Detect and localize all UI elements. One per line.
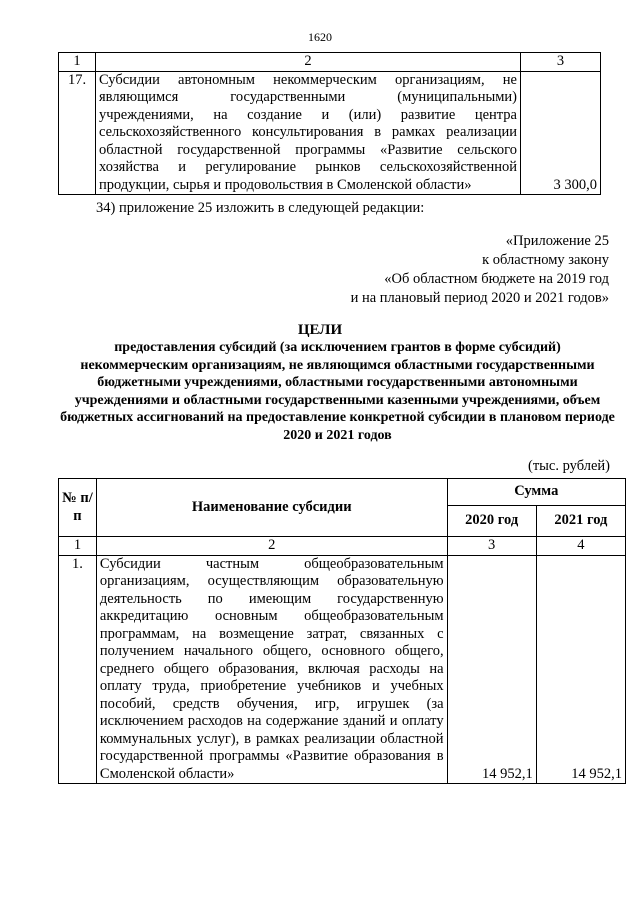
table-header-row bbox=[59, 53, 601, 72]
table-header-row bbox=[59, 479, 626, 506]
column-2020-header: 2020 год bbox=[447, 506, 536, 537]
index-cell-2: 2 bbox=[96, 537, 447, 556]
subsidy-amount: 3 300,0 bbox=[521, 71, 601, 195]
table-index-row bbox=[59, 537, 626, 556]
index-cell-4: 4 bbox=[536, 537, 625, 556]
column-sum-header: Сумма bbox=[447, 479, 625, 506]
index-cell-1: 1 bbox=[59, 537, 97, 556]
index-cell-3: 3 bbox=[447, 537, 536, 556]
column-2021-header: 2021 год bbox=[536, 506, 625, 537]
document-title: ЦЕЛИ bbox=[297, 322, 343, 338]
appendix-line: и на плановый период 2020 и 2021 годов» bbox=[350, 290, 609, 306]
subsidy-goals-table bbox=[58, 478, 626, 784]
table-row bbox=[59, 71, 601, 195]
table-row bbox=[59, 555, 626, 784]
header-cell-3: 3 bbox=[521, 53, 601, 72]
appendix-line: «Приложение 25 bbox=[505, 233, 609, 249]
amount-2020: 14 952,1 bbox=[447, 555, 536, 784]
column-number-header: № п/п bbox=[59, 479, 97, 537]
appendix-line: к областному закону bbox=[482, 252, 609, 268]
subsidy-table-continued bbox=[58, 52, 601, 195]
row-number: 1. bbox=[59, 555, 97, 784]
subsidy-description: Субсидии автономным некоммерческим организациям, не являющимся государственными (муниципальными) учреждениями, на создание и (или) развитие центра сельскохозяйственного консультирования в рамках реализации областной государственной программы «Развитие сельского хозяйства и регулирование рынков сельскохозяйственной продукции, сырья и продовольствия в Смоленской области» bbox=[96, 71, 521, 195]
document-subtitle: предоставления субсидий (за исключением грантов в форме субсидий) некоммерческим организациям, не являющимся областными государственными бюджетными учреждениями, областными государственными автономными учреждениями и областными государственными казенными учреждениями, объем бюджетных ассигнований на предоставление конкретной субсидии в плановом периоде 2020 и 2021 годов bbox=[60, 340, 615, 443]
unit-label: (тыс. рублей) bbox=[528, 458, 610, 474]
row-number: 17. bbox=[59, 71, 96, 195]
header-cell-1: 1 bbox=[59, 53, 96, 72]
subsidy-description: Субсидии частным общеобразовательным организациям, осуществляющим образовательную деятельность по имеющим государственную аккредитацию основным общеобразовательным программам, на возмещение затрат, связанных с получением начального общего, основного общего, среднего общего образования, включая расходы на оплату труда, приобретение учебников и учебных пособий, средств обучения, игр, игрушек (за исключением расходов на содержание зданий и оплату коммунальных услуг), в рамках реализации областной государственной программы «Развитие образования в Смоленской области» bbox=[96, 555, 447, 784]
amount-2021: 14 952,1 bbox=[536, 555, 625, 784]
column-name-header: Наименование субсидии bbox=[96, 479, 447, 537]
amendment-item-34: 34) приложение 25 изложить в следующей редакции: bbox=[96, 200, 425, 216]
page-number: 1620 bbox=[308, 30, 332, 44]
appendix-line: «Об областном бюджете на 2019 год bbox=[384, 271, 609, 287]
appendix-header bbox=[351, 232, 609, 308]
header-cell-2: 2 bbox=[96, 53, 521, 72]
